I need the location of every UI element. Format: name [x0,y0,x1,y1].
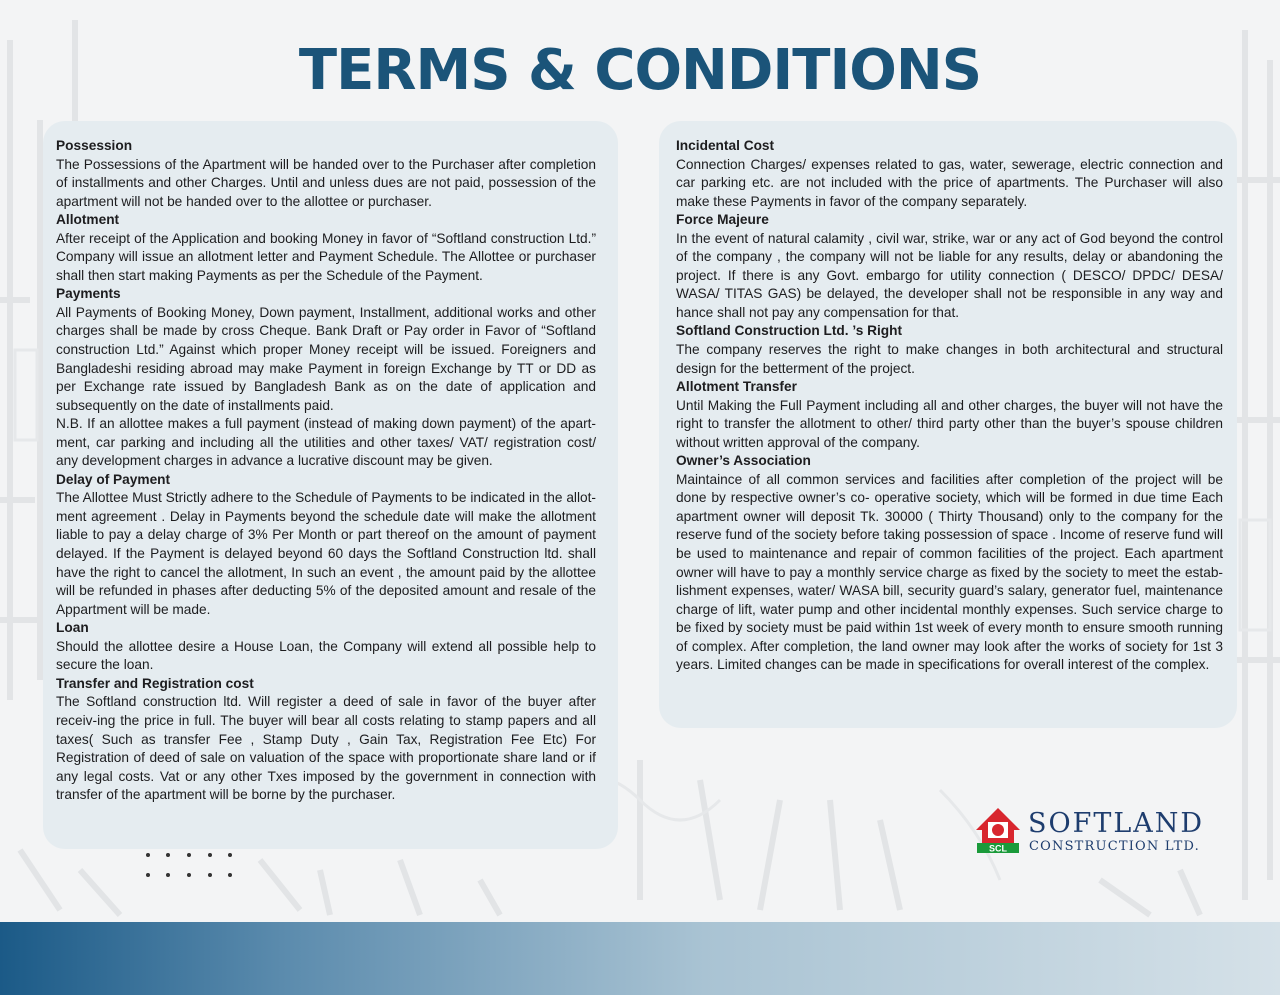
section-heading: Force Majeure [676,212,769,228]
section-heading: Softland Construction Ltd. ’s Right [676,323,903,339]
house-logo-icon [974,806,1022,854]
section-allotment [56,211,596,285]
section-heading: Allotment [56,212,120,228]
section-possession [56,137,596,211]
logo-badge-text: SCL [989,843,1007,854]
section-body: After receipt of the Application and booking Money in favor of “Softland construction Ltd.” Company will issue an allotment letter and Payment Schedule. The Allottee or purchaser shall then start making Payments as per the Schedule of the Payment. [56,230,596,283]
section-heading: Transfer and Registration cost [56,675,254,691]
section-heading: Allotment Transfer [676,379,797,395]
section-allotment-transfer [676,378,1223,452]
left-column [56,137,596,805]
section-body: All Payments of Booking Money, Down payment, Installment, additional works and other charges shall be made by cross Cheque. Bank Draft or Pay order in Favor of “Softland construction Ltd.” Against which proper Money receipt will be issued. Foreigners and Bangladeshi residing abroad may make Payment in foreign Exchange by TT or DD as per Exchange rate issued by Bangladesh Bank as on the date of application and subsequently on the date of installments paid. [56,304,596,413]
section-incidental-cost [676,137,1223,211]
section-note: N.B. If an allottee makes a full payment (instead of making down payment) of the apart-ment, car parking and including all the utilities and other taxes/ VAT/ registration cost/ any development charges in advance a lucrative discount may be given. [56,416,596,469]
section-transfer-registration [56,675,596,805]
section-body: Until Making the Full Payment including all and other charges, the buyer will not have the right to transfer the allotment to other/ third party other than the buyer’s spouse children without written approval of the company. [676,397,1223,450]
section-loan [56,619,596,675]
section-body: Should the allottee desire a House Loan, the Company will extend all possible help to secure the loan. [56,638,596,673]
section-owners-association [676,452,1223,675]
section-heading: Loan [56,620,89,636]
section-heading: Delay of Payment [56,471,171,487]
section-heading: Possession [56,138,133,153]
section-body: The Allottee Must Strictly adhere to the Schedule of Payments to be indicated in the allot-ment agreement . Delay in Payments beyond the schedule date will make the allotment liable to pay a delay charge of 3% Per Month or part thereof on the amount of payment delayed. If the Payment is delayed beyond 60 days the Softland Construction ltd. shall have the right to cancel the allotment, In such an event , the amount paid by the allottee will be refunded in phases after deducting 5% of the deposited amount and resale of the Appartment will be made. [56,490,596,617]
section-body: Maintaince of all common services and facilities after completion of the project will be done by respective owner’s co- operative society, which will be formed in due time Each apartment owner will deposit Tk. 30000 ( Thirty Thousand) only to the company for the reserve fund of the society before taking possession of space . Income of reserve fund will be used to maintenance and repair of common facilities of the project. Each apartment owner will have to pay a monthly service charge as fixed by the society to meet the estab-lishment expenses, water/ WASA bill, security guard’s salary, generator fuel, maintenance charge of lift, water pump and other incidental monthly expenses. Such service charge to be fixed by society must be paid within 1st week of every month to ensure smooth running of complex. After completion, the land owner may look after the works of society for 1st 3 years. Limited changes can be made in specifications for overall interest of the complex. [676,471,1223,673]
section-body: In the event of natural calamity , civil war, strike, war or any act of God beyond the control of the company , the company will not be liable for any results, delay or abandoning the project. If there is any Govt. embargo for utility connection ( DESCO/ DPDC/ DESA/ WASA/ TITAS GAS) be delayed, the developer shall not be responsible in any way and hance shall not pay any compensation for that. [676,230,1223,320]
section-heading: Incidental Cost [676,138,775,153]
section-delay-of-payment [56,471,596,619]
section-force-majeure [676,211,1223,322]
section-body: The company reserves the right to make changes in both architectural and structural design for the betterment of the project. [676,342,1223,376]
section-body: The Softland construction ltd. Will register a deed of sale in favor of the buyer after receiv-ing the price in full. The buyer will bear all costs relating to stamp papers and all taxes( Such as transfer Fee , Stamp Duty , Gain Tax, Registration Fee Etc) For Registration of deed of sale on valuation of the space with proportionate share land or if any legal costs. Vat or any other Txes imposed by the government in connection with transfer of the apartment will be borne by the purchaser. [56,694,596,803]
logo-subtitle: CONSTRUCTION LTD. [1029,839,1200,854]
section-body: Connection Charges/ expenses related to gas, water, sewerage, electric connection and car parking etc. are not included with the price of apartments. The Purchaser will also make these Payments in favor of the company separately. [676,156,1223,209]
page-title: TERMS & CONDITIONS [298,38,982,103]
section-heading: Payments [56,286,121,302]
right-column [676,137,1223,675]
section-heading: Owner’s Association [676,453,811,469]
section-payments [56,285,596,470]
section-company-right [676,322,1223,378]
company-logo [974,806,1224,858]
section-body: The Possessions of the Apartment will be handed over to the Purchaser after completion of installments and other Charges. Until and unless dues are not paid, possession of the apartment will not be handed over to the allottee or purchaser. [56,156,596,209]
footer-gradient-bar [0,922,1280,995]
logo-brand-name: SOFTLAND [1028,808,1205,839]
